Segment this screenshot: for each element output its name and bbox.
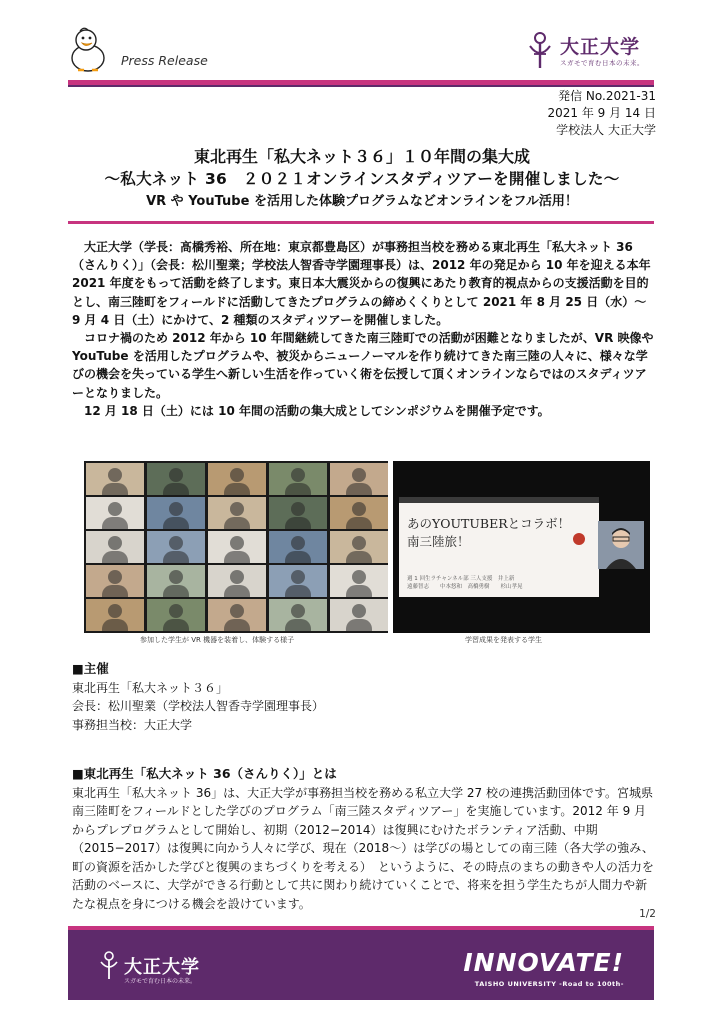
participant-tile — [147, 497, 205, 529]
participant-figure-icon — [352, 468, 366, 482]
brand-tagline: スガモで育む日本の未来。 — [560, 59, 644, 67]
footer-brand-name: 大正大学 — [124, 957, 200, 978]
participant-body-shape — [224, 619, 250, 631]
participant-body-shape — [285, 517, 311, 529]
about-section — [72, 765, 654, 913]
participant-tile — [330, 531, 388, 563]
paragraph-1: 大正大学（学長：髙橋秀裕、所在地：東京都豊島区）が事務担当校を務める東北再生「私大ネット 36（さんりく）」（会長：松川聖業；学校法人智香寺学園理事長）は、2012 年の発足から 10 年を迎える本年 2021 年度をもって活動を終了します。東日本大震災からの復興にあたり教育的視点からの支援活動を目的とし、南三陸町をフィールドに活動してきたプログラムの締めくくりとして 2021 年 8 月 25 日（水）～9 月 4 日（土）にかけて、2 種類のスタディツアーを開催しました。 — [72, 240, 651, 327]
participant-figure-icon — [108, 468, 122, 482]
participant-body-shape — [102, 585, 128, 597]
issuer: 学校法人 大正大学 — [556, 123, 656, 137]
participant-figure-icon — [352, 570, 366, 584]
vr-participants-photo — [84, 461, 388, 633]
participant-figure-icon — [230, 570, 244, 584]
participant-body-shape — [285, 551, 311, 563]
participant-figure-icon — [108, 536, 122, 550]
participant-figure-icon — [291, 604, 305, 618]
slide-record-dot-icon — [573, 533, 585, 545]
participant-body-shape — [224, 585, 250, 597]
participant-body-shape — [163, 551, 189, 563]
participant-tile — [269, 531, 327, 563]
participant-tile — [269, 565, 327, 597]
participant-figure-icon — [108, 502, 122, 516]
page-number: 1/2 — [639, 908, 656, 920]
host-office: 事務担当校：大正大学 — [72, 717, 193, 732]
page-header — [0, 0, 724, 90]
participant-figure-icon — [352, 502, 366, 516]
footer-emblem-icon — [98, 950, 120, 980]
participant-tile — [147, 531, 205, 563]
participant-body-shape — [102, 551, 128, 563]
press-release-label: Press Release — [121, 53, 208, 68]
participant-body-shape — [346, 483, 372, 495]
participant-tile — [86, 531, 144, 563]
caption-left: 参加した学生が VR 機器を装着し、体験する様子 — [140, 636, 295, 644]
title-block — [68, 146, 656, 213]
participant-tile — [269, 599, 327, 631]
participant-figure-icon — [230, 468, 244, 482]
participant-tile — [330, 497, 388, 529]
document-meta — [547, 88, 656, 139]
title-divider — [68, 221, 654, 224]
participant-figure-icon — [291, 536, 305, 550]
brand-name: 大正大学 — [560, 36, 641, 58]
participant-figure-icon — [291, 570, 305, 584]
about-text: 東北再生「私大ネット 36」は、大正大学が事務担当校を務める私立大学 27 校の連携活動団体です。宮城県南三陸町をフィールドとした学びのプログラム「南三陸スタディツアー」を実施しています。2012 年 9 月からプレプログラムとして開始し、初期（2012−2014）は復興にむけたボランティア活動、中期（2015−2017）は復興に向かう人々に学び、現在（2018～）は学びの場としての南三陸（各大学の強み、町の資源を活かした学びと復興のまちづくりを考える） というように、その時点のまちの動きや人の活力を活動のベースに、大学ができる行動として共に関わり続けていくことで、将来を担う学生たちが人間力や新たな視点を身につける機会を設けています。 — [72, 785, 654, 911]
participant-tile — [208, 463, 266, 495]
participant-figure-icon — [230, 604, 244, 618]
participant-body-shape — [224, 517, 250, 529]
participant-figure-icon — [169, 502, 183, 516]
participant-figure-icon — [108, 570, 122, 584]
participant-tile — [330, 599, 388, 631]
caption-right: 学習成果を発表する学生 — [465, 636, 542, 644]
participant-tile — [86, 463, 144, 495]
photo-row — [84, 461, 650, 633]
participant-body-shape — [163, 619, 189, 631]
page-footer — [68, 930, 654, 1000]
presentation-slide — [399, 497, 599, 597]
participant-tile — [147, 463, 205, 495]
participant-tile — [86, 497, 144, 529]
slide-heading-line-2: 南三陸旅！ — [407, 534, 470, 549]
participant-tile — [147, 565, 205, 597]
participant-tile — [208, 565, 266, 597]
participant-body-shape — [346, 585, 372, 597]
participant-body-shape — [102, 517, 128, 529]
participant-tile — [86, 599, 144, 631]
presenter-video-tile — [598, 521, 644, 569]
participant-figure-icon — [352, 604, 366, 618]
participant-body-shape — [224, 483, 250, 495]
paragraph-2: コロナ禍のため 2012 年から 10 年間継続してきた南三陸町での活動が困難となりましたが、VR 映像や YouTube を活用したプログラムや、被災からニューノーマルを作り続けてきた南三陸の人々に、様々な学びの機会を失っている学生へ新しい生活を作っていく術を伝授して頂くオンラインならではのスタディツアーとなりました。 — [72, 331, 654, 400]
host-heading: ■主催 — [72, 661, 109, 676]
slide-heading-line-1: あのYOUTUBERとコラボ！ — [407, 516, 571, 531]
participant-figure-icon — [169, 570, 183, 584]
page-title: 東北再生「私大ネット３６」１０年間の集大成 — [193, 147, 530, 166]
participant-tile — [269, 463, 327, 495]
footer-brand-tagline: スガモで育む日本の未来。 — [124, 978, 197, 985]
participant-body-shape — [285, 483, 311, 495]
header-divider — [68, 80, 654, 87]
slide-heading — [407, 515, 570, 551]
duck-mascot-icon — [66, 24, 110, 74]
participant-figure-icon — [230, 502, 244, 516]
participant-tile — [147, 599, 205, 631]
issue-date: 2021 年 9 月 14 日 — [547, 106, 656, 120]
participant-tile — [330, 463, 388, 495]
lead-line: VR や YouTube を活用した体験プログラムなどオンラインをフル活用！ — [146, 194, 578, 209]
participant-body-shape — [163, 585, 189, 597]
host-chair: 会長：松川聖業（学校法人智香寺学園理事長） — [72, 699, 325, 713]
participant-body-shape — [346, 619, 372, 631]
page-subtitle: ～私大ネット 36 ２０２１オンラインスタディツアーを開催しました～ — [104, 170, 620, 188]
presenter-figure-icon — [598, 521, 644, 569]
participant-figure-icon — [169, 468, 183, 482]
university-emblem-icon — [524, 30, 556, 70]
participant-body-shape — [224, 551, 250, 563]
host-org: 東北再生「私大ネット３６」 — [72, 680, 229, 695]
slide-credits: 週 1 回生ラチャンネル部 三人支援 井上新 遠藤智志 中本悠和 高橋勇樹 杉山孝晃 — [407, 576, 526, 590]
participant-body-shape — [163, 483, 189, 495]
participant-body-shape — [102, 619, 128, 631]
participant-body-shape — [102, 483, 128, 495]
participant-figure-icon — [352, 536, 366, 550]
participant-body-shape — [285, 585, 311, 597]
participant-body-shape — [285, 619, 311, 631]
participant-figure-icon — [169, 604, 183, 618]
doc-number: 発信 No.2021-31 — [558, 89, 656, 103]
participant-figure-icon — [291, 468, 305, 482]
brand-logo — [524, 30, 664, 70]
about-heading: ■東北再生「私大ネット 36（さんりく）」とは — [72, 766, 337, 781]
participant-tile — [208, 531, 266, 563]
participant-tile — [269, 497, 327, 529]
participant-body-shape — [346, 517, 372, 529]
participant-tile — [208, 497, 266, 529]
footer-slogan-sub: TAISHO UNIVERSITY -Road to 100th- — [474, 980, 624, 988]
participant-figure-icon — [169, 536, 183, 550]
presentation-photo — [393, 461, 650, 633]
participant-tile — [208, 599, 266, 631]
participant-tile — [330, 565, 388, 597]
participant-tile — [86, 565, 144, 597]
host-section — [72, 660, 654, 734]
paragraph-3: 12 月 18 日（土）には 10 年間の活動の集大成としてシンポジウムを開催予定です。 — [84, 403, 550, 418]
participant-figure-icon — [230, 536, 244, 550]
participant-body-shape — [163, 517, 189, 529]
participant-body-shape — [346, 551, 372, 563]
participant-figure-icon — [291, 502, 305, 516]
body-text — [72, 238, 654, 420]
footer-slogan: INNOVATE! — [463, 948, 624, 977]
participant-figure-icon — [108, 604, 122, 618]
